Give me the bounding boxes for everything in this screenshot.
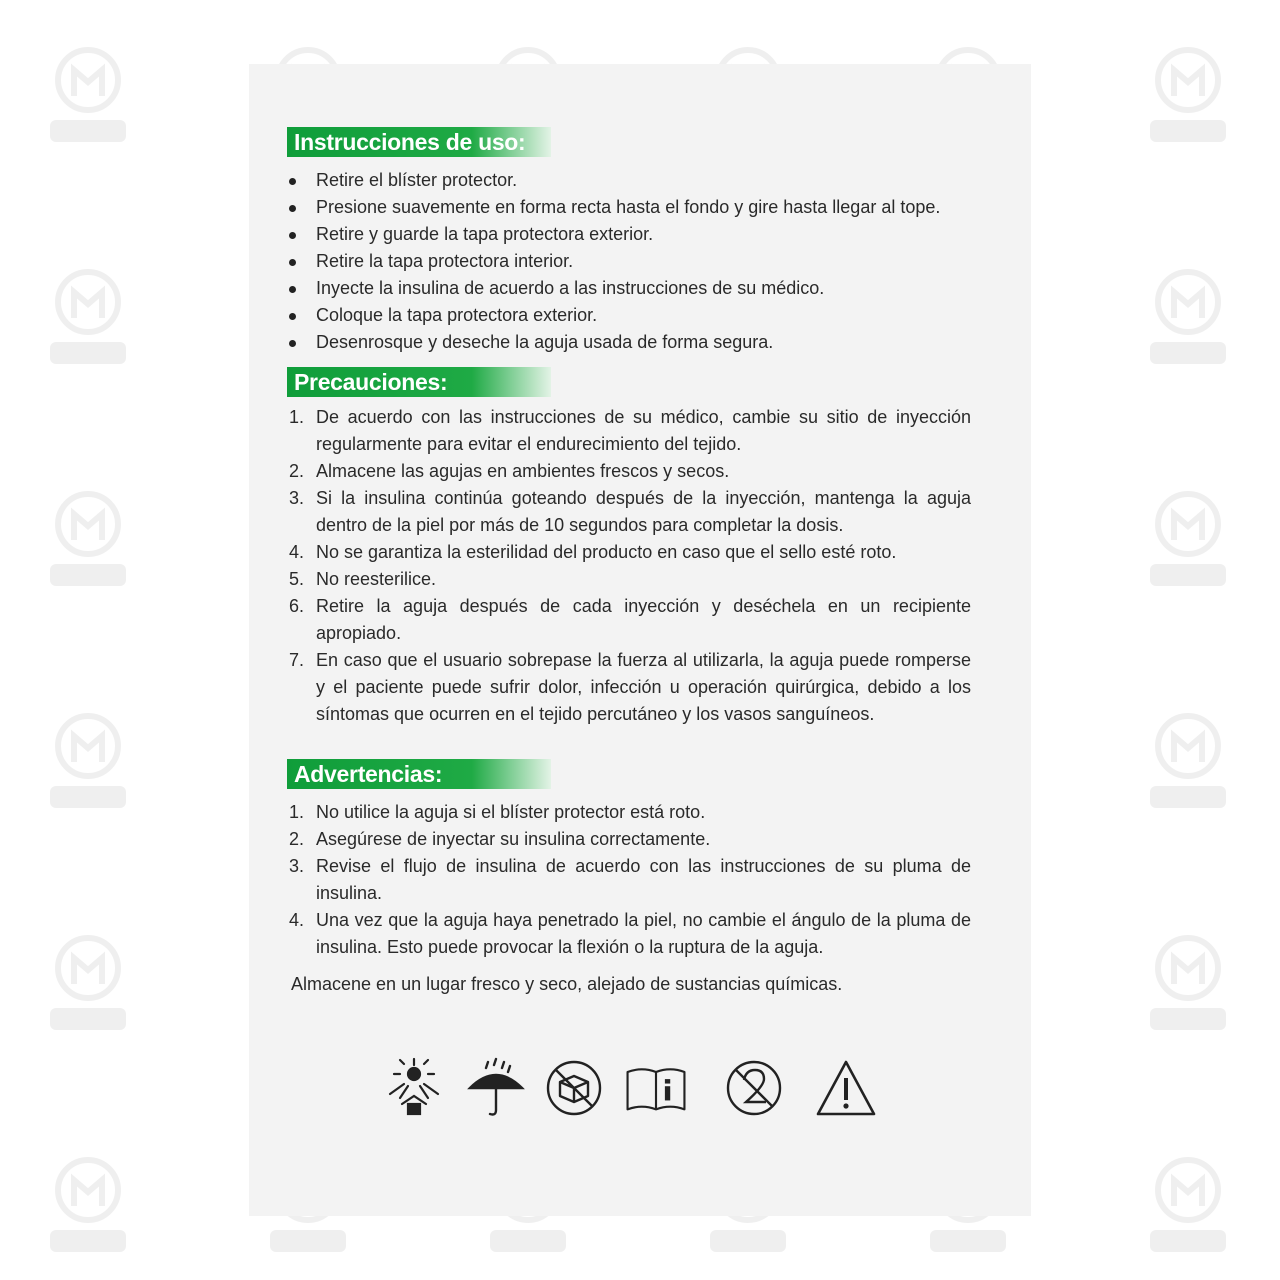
watermark-logo	[40, 40, 136, 150]
watermark-logo	[40, 1150, 136, 1260]
list-item	[287, 566, 971, 593]
watermark-logo	[40, 706, 136, 816]
item-text: Una vez que la aguja haya penetrado la piel, no cambie el ángulo de la pluma de insulina. Esto puede provocar la flexión o la ruptura de la aguja.	[316, 910, 971, 957]
section-title-precauciones: Precauciones:	[287, 367, 551, 397]
watermark-logo	[40, 484, 136, 594]
keep-away-from-sunlight-icon	[382, 1056, 446, 1120]
item-number: 4.	[289, 910, 305, 930]
do-not-use-if-package-damaged-icon	[542, 1056, 606, 1120]
list-item: Retire y guarde la tapa protectora exterior.	[287, 221, 971, 248]
item-number: 7.	[289, 650, 305, 670]
list-item	[287, 799, 971, 826]
item-number: 2.	[289, 829, 305, 849]
consult-instructions-icon	[624, 1056, 688, 1120]
watermark-logo	[1140, 484, 1236, 594]
item-text: Asegúrese de inyectar su insulina correctamente.	[316, 829, 711, 849]
list-item	[287, 647, 971, 728]
instrucciones-list	[287, 167, 971, 356]
list-item	[287, 404, 971, 458]
list-item: Presione suavemente en forma recta hasta el fondo y gire hasta llegar al tope.	[287, 194, 971, 221]
do-not-reuse-icon	[722, 1056, 786, 1120]
precauciones-list	[287, 404, 971, 728]
item-number: 1.	[289, 802, 305, 822]
watermark-logo	[1140, 1150, 1236, 1260]
list-item: Retire la tapa protectora interior.	[287, 248, 971, 275]
list-item: Coloque la tapa protectora exterior.	[287, 302, 971, 329]
item-number: 3.	[289, 856, 305, 876]
watermark-logo	[40, 262, 136, 372]
watermark-logo	[1140, 928, 1236, 1038]
keep-dry-icon	[464, 1056, 528, 1120]
item-number: 6.	[289, 596, 305, 616]
list-item: Desenrosque y deseche la aguja usada de forma segura.	[287, 329, 971, 356]
caution-icon	[814, 1056, 878, 1120]
watermark-logo	[1140, 706, 1236, 816]
item-text: No reesterilice.	[316, 569, 437, 589]
item-text: Retire la aguja después de cada inyección y deséchela en un recipiente apropiado.	[316, 596, 971, 643]
advertencias-list	[287, 799, 971, 961]
watermark-logo	[1140, 262, 1236, 372]
storage-note: Almacene en un lugar fresco y seco, alejado de sustancias químicas.	[291, 974, 843, 994]
list-item: Retire el blíster protector.	[287, 167, 971, 194]
item-text: No se garantiza la esterilidad del producto en caso que el sello esté roto.	[316, 542, 897, 562]
item-text: De acuerdo con las instrucciones de su médico, cambie su sitio de inyección regularmente para evitar el endurecimiento del tejido.	[316, 407, 971, 454]
item-text: No utilice la aguja si el blíster protector está roto.	[316, 802, 706, 822]
list-item	[287, 485, 971, 539]
item-text: Almacene las agujas en ambientes frescos y secos.	[316, 461, 730, 481]
item-number: 2.	[289, 461, 305, 481]
item-text: Revise el flujo de insulina de acuerdo con las instrucciones de su pluma de insulina.	[316, 856, 971, 903]
list-item	[287, 853, 971, 907]
section-title-advertencias: Advertencias:	[287, 759, 551, 789]
item-number: 5.	[289, 569, 305, 589]
list-item	[287, 539, 971, 566]
item-number: 4.	[289, 542, 305, 562]
list-item	[287, 907, 971, 961]
list-item	[287, 593, 971, 647]
item-number: 1.	[289, 407, 305, 427]
list-item	[287, 826, 971, 853]
list-item: Inyecte la insulina de acuerdo a las instrucciones de su médico.	[287, 275, 971, 302]
item-text: Si la insulina continúa goteando después de la inyección, mantenga la aguja dentro de la piel por más de 10 segundos para completar la dosis.	[316, 488, 971, 535]
item-text: En caso que el usuario sobrepase la fuerza al utilizarla, la aguja puede romperse y el paciente puede sufrir dolor, infección u operación quirúrgica, debido a los síntomas que ocurren en el tejido percutáneo y los vasos sanguíneos.	[316, 650, 971, 724]
item-number: 3.	[289, 488, 305, 508]
symbols-row	[382, 1056, 882, 1120]
section-title-instrucciones: Instrucciones de uso:	[287, 127, 551, 157]
list-item	[287, 458, 971, 485]
watermark-logo	[40, 928, 136, 1038]
watermark-logo	[1140, 40, 1236, 150]
